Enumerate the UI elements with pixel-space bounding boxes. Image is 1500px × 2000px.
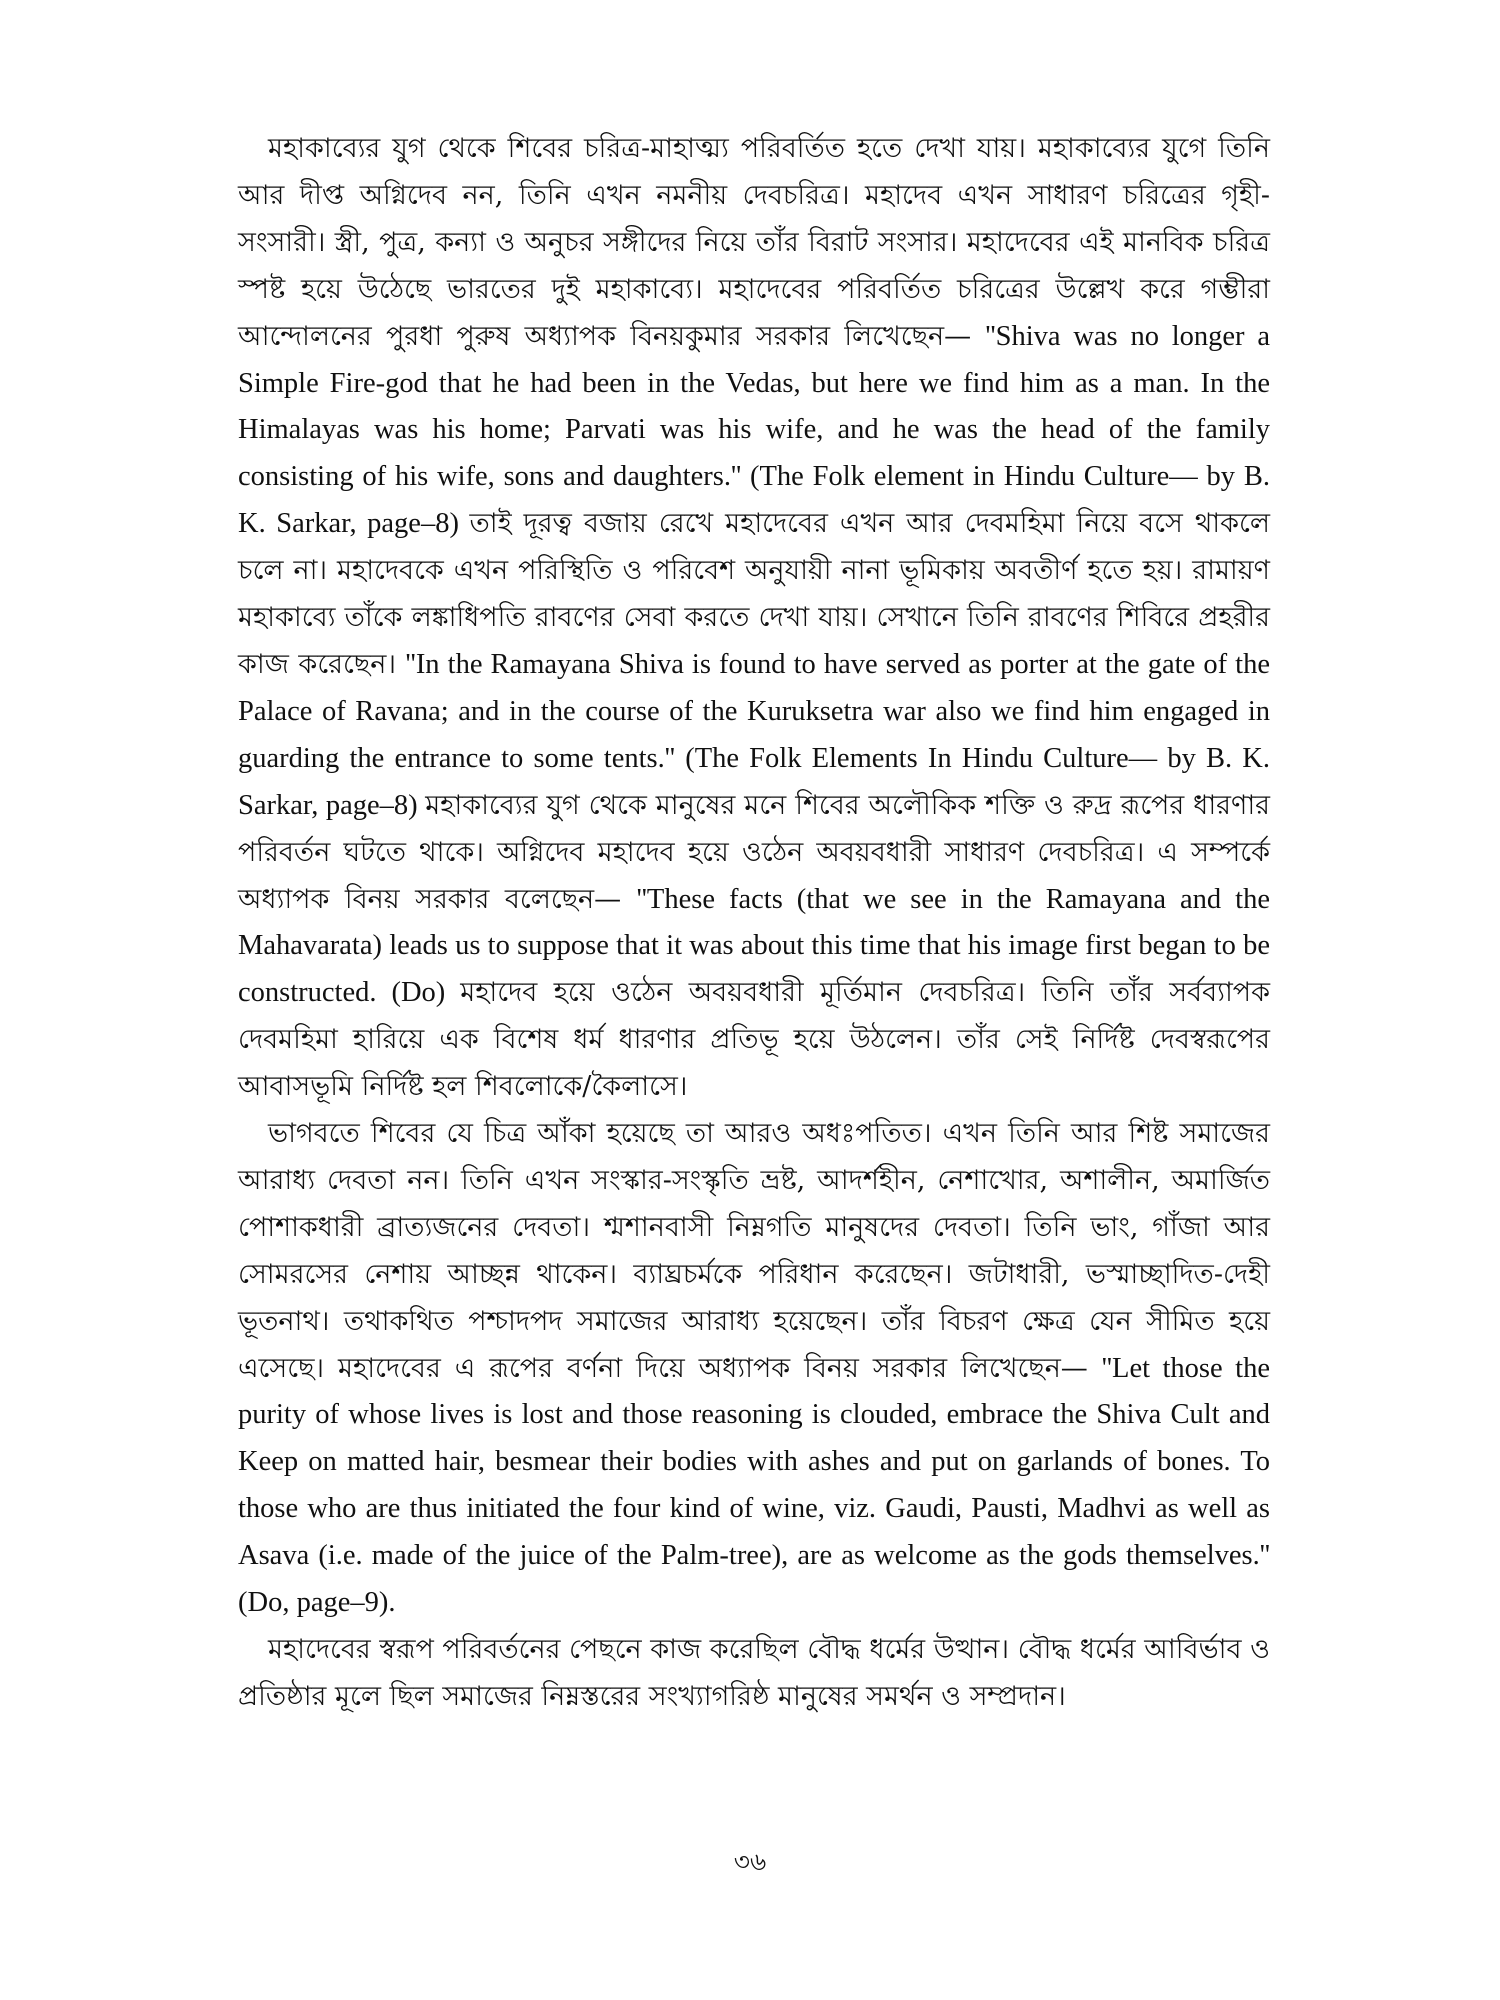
page-number: ৩৬ (733, 1847, 767, 1876)
bengali-text: মহাকাব্যের যুগ থেকে মানুষের মনে শিবের অলৌকিক শক্তি ও রুদ্র রূপের ধারণার পরিবর্তন ঘটতে থাকে। অগ্নিদেব মহাদেব হয়ে ওঠেন অবয়বধারী সাধারণ দেবচরিত্র। এ সম্পর্কে অধ্যাপক বিনয় সরকার বলেছেন— (238, 789, 1271, 915)
bengali-text: মহাদেব হয়ে ওঠেন অবয়বধারী মূর্তিমান দেবচরিত্র। তিনি তাঁর সর্বব্যাপক দেবমহিমা হারিয়ে এক বিশেষ ধর্ম ধারণার প্রতিভূ হয়ে উঠলেন। তাঁর সেই নির্দিষ্ট দেবস্বরূপের আবাসভূমি নির্দিষ্ট হল শিবলোকে/কৈলাসে। (238, 977, 1270, 1103)
bengali-text: মহাকাব্যের যুগ থেকে শিবের চরিত্র-মাহাত্ম্য পরিবর্তিত হতে দেখা যায়। মহাকাব্যের যুগে তিনি আর দীপ্ত অগ্নিদেব নন, তিনি এখন নমনীয় দেবচরিত্র। মহাদেব এখন সাধারণ চরিত্রের গৃহী-সংসারী। স্ত্রী, পুত্র, কন্যা ও অনুচর সঙ্গীদের নিয়ে তাঁর বিরাট সংসার। মহাদেবের এই মানবিক চরিত্র স্পষ্ট হয়ে উঠেছে ভারতের দুই মহাকাব্যে। মহাদেবের পরিবর্তিত চরিত্রের উল্লেখ করে গম্ভীরা আন্দোলনের পুরধা পুরুষ অধ্যাপক বিনয়কুমার সরকার লিখেছেন— (238, 133, 1270, 352)
paragraph-2 (238, 1111, 1270, 1627)
english-quote: ''Let those the purity of whose lives is lost and those reasoning is clouded, embrace the Shiva Cult and Keep on matted hair, besmear their bodies with ashes and put on garlands of bones. To those who are thus initiated the four kind of wine, viz. Gaudi, Pausti, Madhvi as well as Asava (i.e. made of the juice of the Palm-tree), are as welcome as the gods themselves.'' (Do, page–9). (238, 1352, 1270, 1619)
bengali-text: মহাদেবের স্বরূপ পরিবর্তনের পেছনে কাজ করেছিল বৌদ্ধ ধর্মের উত্থান। বৌদ্ধ ধর্মের আবির্ভাব ও প্রতিষ্ঠার মূলে ছিল সমাজের নিম্নস্তরের সংখ্যাগরিষ্ঠ মানুষের সমর্থন ও সম্প্রদান। (238, 1634, 1270, 1712)
bengali-text: তাই দূরত্ব বজায় রেখে মহাদেবের এখন আর দেবমহিমা নিয়ে বসে থাকলে চলে না। মহাদেবকে এখন পরিস্থিতি ও পরিবেশ অনুযায়ী নানা ভূমিকায় অবতীর্ণ হতে হয়। রামায়ণ মহাকাব্যে তাঁকে লঙ্কাধিপতি রাবণের সেবা করতে দেখা যায়। সেখানে তিনি রাবণের শিবিরে প্রহরীর কাজ করেছেন। (238, 508, 1270, 680)
paragraph-3 (238, 1627, 1270, 1721)
paragraph-1 (238, 126, 1270, 1111)
bengali-text: ভাগবতে শিবের যে চিত্র আঁকা হয়েছে তা আরও অধঃপতিত। এখন তিনি আর শিষ্ট সমাজের আরাধ্য দেবতা নন। তিনি এখন সংস্কার-সংস্কৃতি ভ্রষ্ট, আদর্শহীন, নেশাখোর, অশালীন, অমার্জিত পোশাকধারী ব্রাত্যজনের দেবতা। শ্মশানবাসী নিম্নগতি মানুষদের দেবতা। তিনি ভাং, গাঁজা আর সোমরসের নেশায় আচ্ছন্ন থাকেন। ব্যাঘ্রচর্মকে পরিধান করেছেন। জটাধারী, ভস্মাচ্ছাদিত-দেহী ভূতনাথ। তথাকথিত পশ্চাদপদ সমাজের আরাধ্য হয়েছেন। তাঁর বিচরণ ক্ষেত্র যেন সীমিত হয়ে এসেছে। মহাদেবের এ রূপের বর্ণনা দিয়ে অধ্যাপক বিনয় সরকার লিখেছেন— (238, 1118, 1270, 1384)
english-quote: ''In the Ramayana Shiva is found to have served as porter at the gate of the Palace of Ravana; and in the course of the Kuruksetra war also we find him engaged in guarding the entrance to some tents.'' (The Folk Elements In Hindu Culture— by B. K. Sarkar, page–8) (238, 648, 1270, 821)
english-quote: ''Shiva was no longer a Simple Fire-god that he had been in the Vedas, but here we find him as a man. In the Himalayas was his home; Parvati was his wife, and he was the head of the family consisting of his wife, sons and daughters.'' (The Folk element in Hindu Culture— by B. K. Sarkar, page–8) (238, 320, 1270, 540)
body-text (238, 126, 1270, 1721)
english-quote: ''These facts (that we see in the Ramayana and the Mahavarata) leads us to suppose that it was about this time that his image first began to be constructed. (Do) (238, 883, 1271, 1009)
